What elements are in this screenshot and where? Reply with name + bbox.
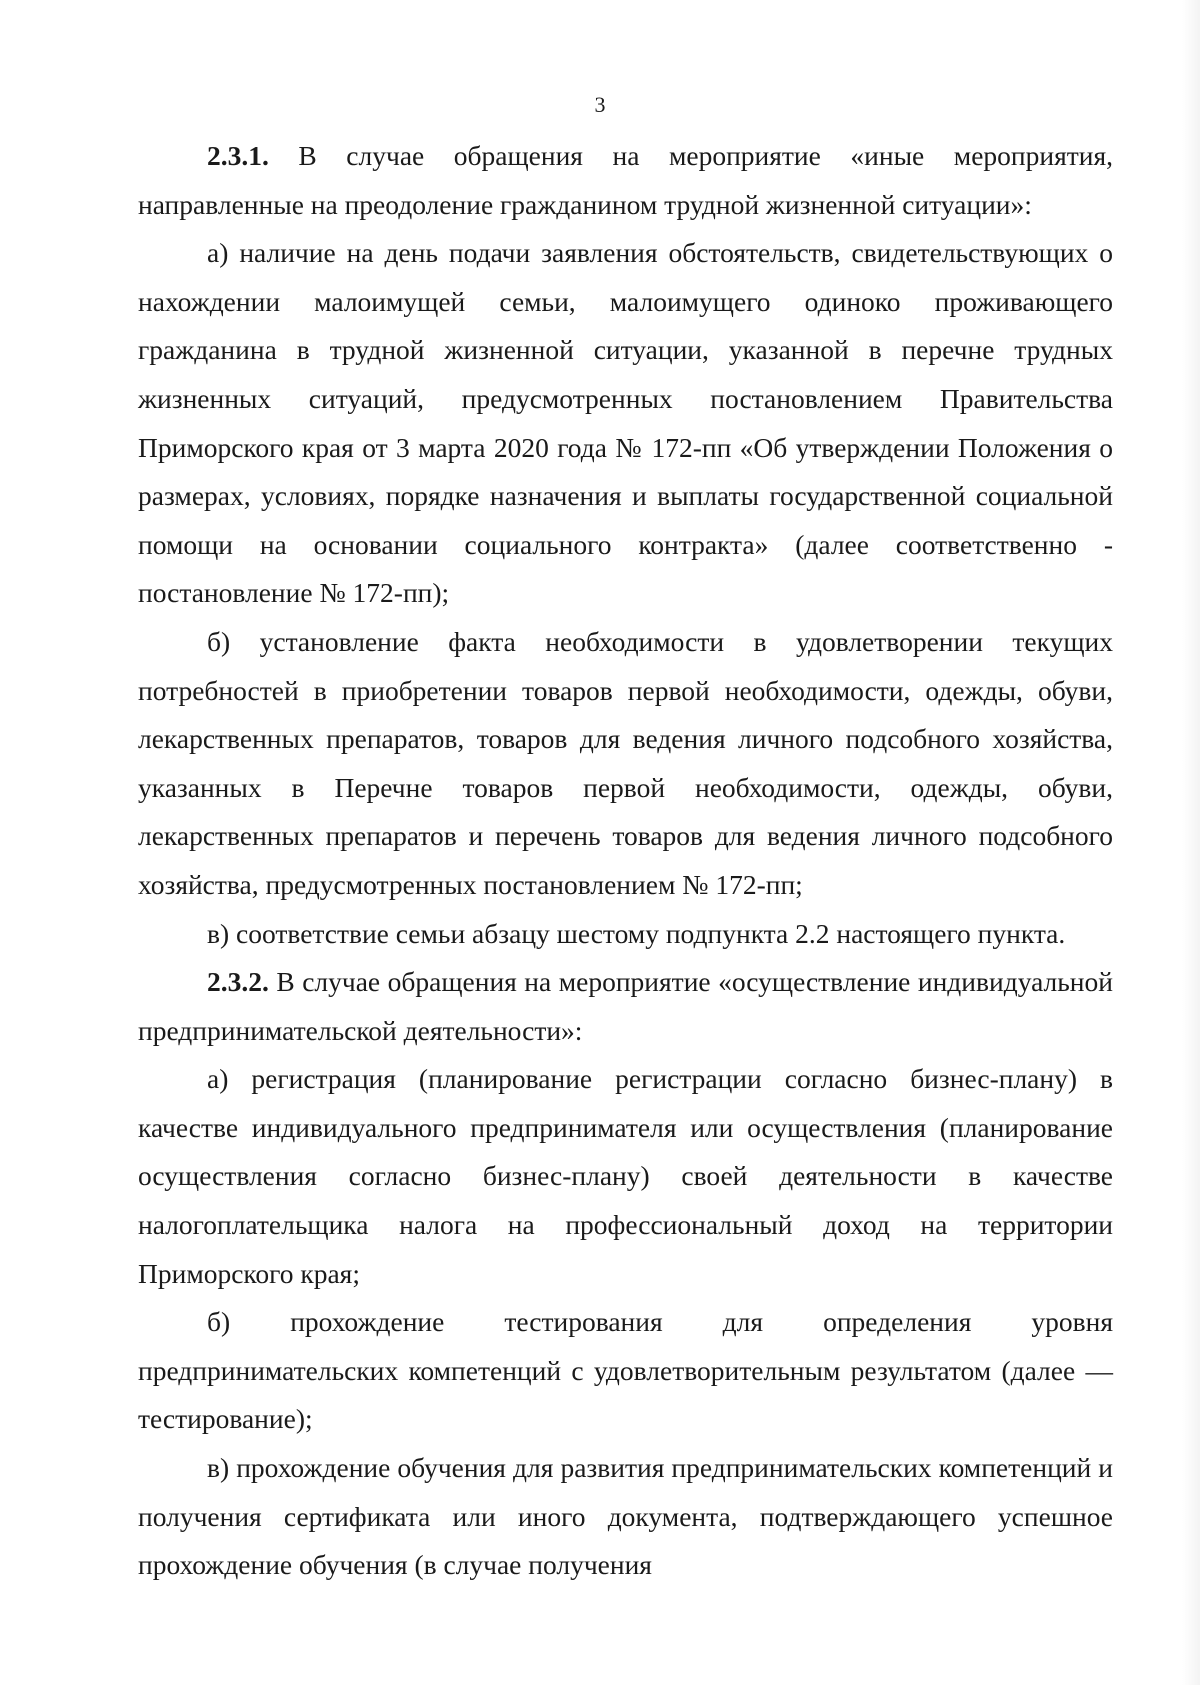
paragraph-2-3-2-b: [138, 1298, 1113, 1444]
paragraph-text: б) прохождение тестирования для определения уровня предпринимательских компетенций с удовлетворительным результатом (далее — тестирование);: [138, 1306, 1113, 1435]
scan-edge-shadow: [1182, 0, 1200, 1685]
paragraph-text: б) установление факта необходимости в удовлетворении текущих потребностей в приобретении товаров первой необходимости, одежды, обуви, лекарственных препаратов, товаров для ведения личного подсобного хозяйства, указанных в Перечне товаров первой необходимости, одежды, обуви, лекарственных препаратов и перечень товаров для ведения личного подсобного хозяйства, предусмотренных постановлением № 172-пп;: [138, 625, 1113, 900]
paragraph-text: в) прохождение обучения для развития предпринимательских компетенций и получения сертификата или иного документа, подтверждающего успешное прохождение обучения (в случае получения: [138, 1452, 1113, 1581]
paragraph-text: а) регистрация (планирование регистрации согласно бизнес-плану) в качестве индивидуального предпринимателя или осуществления (планирование осуществления согласно бизнес-плану) своей деятельности в качестве налогоплательщика налога на профессиональный доход на территории Приморского края;: [138, 1063, 1113, 1289]
clause-number: 2.3.2.: [207, 966, 269, 998]
paragraph-text: в) соответствие семьи абзацу шестому подпункта 2.2 настоящего пункта.: [207, 917, 1066, 949]
document-body: [138, 132, 1113, 1590]
paragraph-text: В случае обращения на мероприятие «осуществление индивидуальной предпринимательской деятельности»:: [138, 966, 1113, 1046]
paragraph-2-3-2-v: [138, 1444, 1113, 1590]
page-number: 3: [594, 92, 606, 117]
paragraph-text: а) наличие на день подачи заявления обстоятельств, свидетельствующих о нахождении малоимущей семьи, малоимущего одиноко проживающего гражданина в трудной жизненной ситуации, указанной в перечне трудных жизненных ситуаций, предусмотренных постановлением Правительства Приморского края от 3 марта 2020 года № 172-пп «Об утверждении Положения о размерах, условиях, порядке назначения и выплаты государственной социальной помощи на основании социального контракта» (далее соответственно - постановление № 172-пп);: [138, 237, 1113, 609]
paragraph-2-3-1-a: [138, 229, 1113, 618]
paragraph-2-3-2: [138, 958, 1113, 1055]
paragraph-text: В случае обращения на мероприятие «иные мероприятия, направленные на преодоление гражданином трудной жизненной ситуации»:: [138, 140, 1113, 220]
clause-number: 2.3.1.: [207, 140, 269, 171]
paragraph-2-3-1: [138, 132, 1113, 229]
paragraph-2-3-1-b: [138, 618, 1113, 910]
paragraph-2-3-1-v: [138, 910, 1113, 959]
paragraph-2-3-2-a: [138, 1055, 1113, 1298]
